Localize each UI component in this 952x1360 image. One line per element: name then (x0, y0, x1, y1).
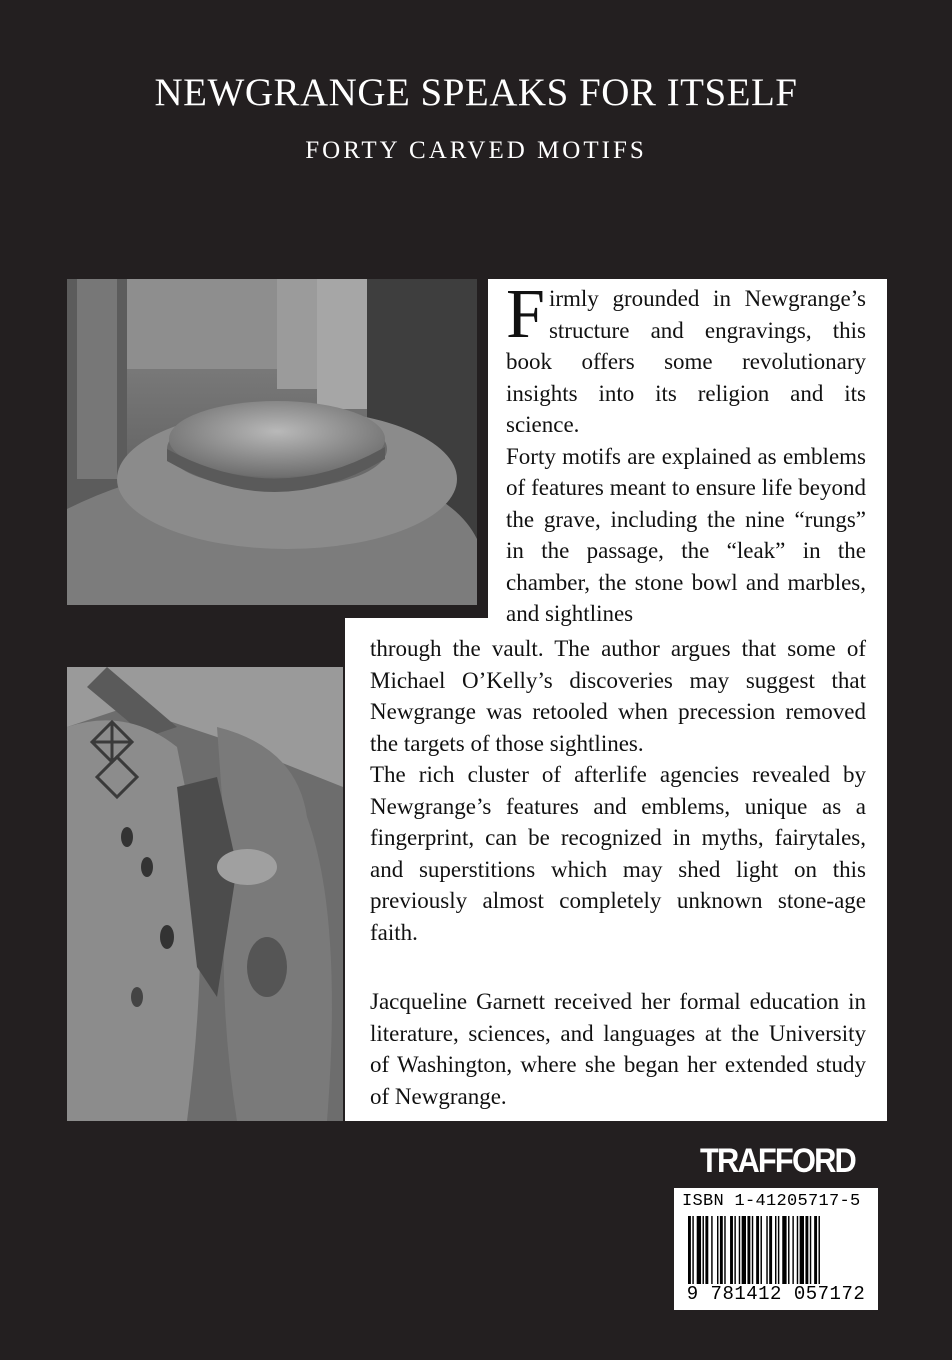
barcode-bars (688, 1216, 866, 1284)
blurb-paragraph-1: irmly grounded in Newgrange’s structure and engravings, this book offers some revolutionary insights into its religion and its science. (506, 286, 866, 437)
stone-basin-photo (67, 279, 477, 605)
isbn-text: ISBN 1-41205717-5 (682, 1192, 861, 1211)
blurb-paragraph-2-start: Forty motifs are explained as emblems of features meant to ensure life beyond the grave, including the nine “rungs” in the passage, the “leak” in the chamber, the stone bowl and marbles, and sightlines (506, 443, 866, 626)
blurb-bottom (370, 633, 866, 948)
publisher-name: TRAFFORD (700, 1142, 857, 1178)
author-bio: Jacqueline Garnett received her formal education in literature, sciences, and languages at the University of Washington, where she began her extended study of Newgrange. (370, 989, 866, 1109)
book-title: NEWGRANGE SPEAKS FOR ITSELF (154, 71, 798, 114)
ean-number: 9 781412 057172 (686, 1283, 866, 1305)
blurb-paragraph-2-end: through the vault. The author argues that some of Michael O’Kelly’s discoveries may suggest that Newgrange was retooled when precession removed the targets of those sightlines. (370, 636, 866, 756)
blurb-paragraph-3: The rich cluster of afterlife agencies revealed by Newgrange’s features and emblems, unique as a fingerprint, can be recognized in myths, fairytales, and superstitions which may shed light on this previously almost completely unknown stone-age faith. (370, 762, 866, 945)
blurb-top (506, 276, 866, 630)
drop-cap: F (506, 276, 545, 353)
book-subtitle: FORTY CARVED MOTIFS (305, 137, 647, 164)
carved-stone-photo (67, 667, 343, 1121)
barcode-label (674, 1188, 878, 1310)
publisher-logo (700, 1142, 860, 1178)
